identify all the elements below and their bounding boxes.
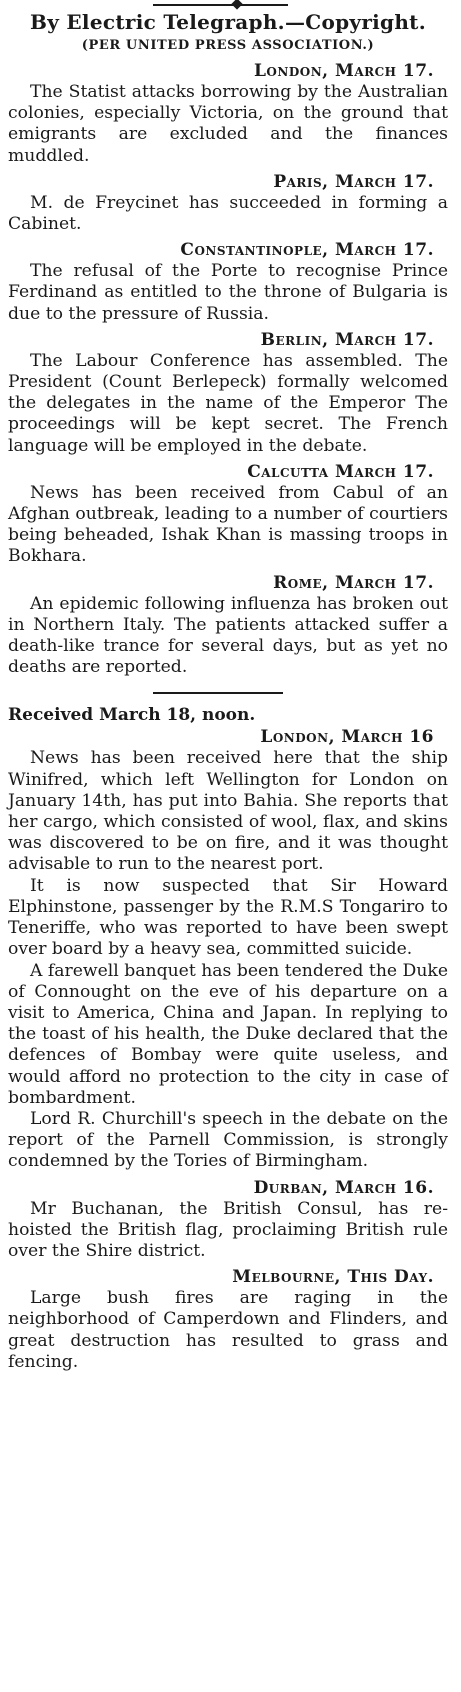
dateline-text: Rome, March 17. (273, 572, 434, 593)
telegram-body: The Labour Conference has assembled. The President (Count Berlepeck) formally welcomed the delegates in the name of the Emperor The proceedings will be kept secret. The French language will be employed in the debate. (8, 350, 448, 456)
telegram-body: An epidemic following influenza has broken out in Northern Italy. The patients attacked suffer a death-like trance for several days, but as yet no deaths are reported. (8, 593, 448, 678)
telegram-paragraph: News has been received here that the ship Winifred, which left Wellington for London on January 14th, has put into Bahia. She reports that her cargo, which consisted of wool, flax, and skins was discovered to be on fire, and it was thought advisable to run to the nearest port. (8, 748, 448, 875)
dateline-text: Constantinople, March 17. (180, 240, 434, 261)
telegram-paragraph: It is now suspected that Sir Howard Elphinstone, passenger by the R.M.S Tongariro to Teneriffe, who was reported to have been swept over board by a heavy sea, committed suicide. (8, 875, 448, 960)
dateline (8, 329, 448, 351)
section-divider (8, 686, 448, 700)
dateline-text: Calcutta March 17. (247, 461, 434, 482)
telegram-body: The Statist attacks borrowing by the Australian colonies, especially Victoria, on the ground that emigrants are excluded and the finances muddled. (8, 82, 448, 166)
telegram-paragraph: A farewell banquet has been tendered the Duke of Connought on the eve of his departure on a visit to America, China and Japan. In replying to the toast of his health, the Duke declared that the defences of Bombay were quite useless, and would afford no protection to the city in case of bombardment. (8, 960, 448, 1108)
top-ornament-rule (8, 0, 448, 10)
dateline-text: London, March 17. (253, 61, 434, 81)
telegram-london-17 (8, 60, 448, 167)
ornament-diamond-icon (231, 0, 242, 10)
telegram-body: The refusal of the Porte to recognise Prince Ferdinand as entitled to the throne of Bulgaria is due to the pressure of Russia. (8, 261, 448, 324)
ornament-line (153, 4, 288, 6)
telegram-body: Mr Buchanan, the British Consul, has re-hoisted the British flag, proclaiming British rule over the Shire district. (8, 1198, 448, 1261)
dateline (8, 1266, 448, 1288)
received-line: Received March 18, noon. (8, 705, 256, 726)
telegram-rome-17 (8, 572, 448, 679)
telegram-london-16 (8, 726, 448, 1172)
dateline (8, 239, 448, 261)
dateline (8, 171, 448, 193)
telegram-paris-17 (8, 171, 448, 235)
dateline-text: London, March 16 (260, 727, 434, 748)
telegram-calcutta-17 (8, 461, 448, 568)
divider-line (153, 692, 283, 694)
telegram-paragraph: Lord R. Churchill's speech in the debate on the report of the Parnell Commission, is strongly condemned by the Tories of Birmingham. (8, 1108, 448, 1172)
telegram-durban-16 (8, 1177, 448, 1263)
telegram-constantinople-17 (8, 239, 448, 325)
masthead-subtitle: (PER UNITED PRESS ASSOCIATION.) (81, 38, 375, 53)
dateline (8, 726, 448, 748)
dateline (8, 461, 448, 483)
telegram-body: Large bush fires are raging in the neighborhood of Camperdown and Flinders, and great destruction has resulted to grass and fencing. (8, 1288, 448, 1372)
telegram-body: News has been received from Cabul of an Afghan outbreak, leading to a number of courtiers being beheaded, Ishak Khan is massing troops in Bokhara. (8, 482, 448, 567)
telegram-melbourne-today (8, 1266, 448, 1373)
dateline-text: Melbourne, This Day. (232, 1267, 434, 1288)
dateline (8, 60, 448, 82)
dateline (8, 572, 448, 594)
telegram-body: M. de Freycinet has succeeded in forming a Cabinet. (8, 192, 448, 235)
dateline (8, 1177, 448, 1199)
masthead-title: By Electric Telegraph.—Copyright. (30, 10, 426, 34)
telegram-berlin-17 (8, 329, 448, 457)
dateline-text: Durban, March 16. (253, 1177, 434, 1198)
dateline-text: Berlin, March 17. (260, 329, 434, 350)
dateline-text: Paris, March 17. (273, 171, 434, 192)
